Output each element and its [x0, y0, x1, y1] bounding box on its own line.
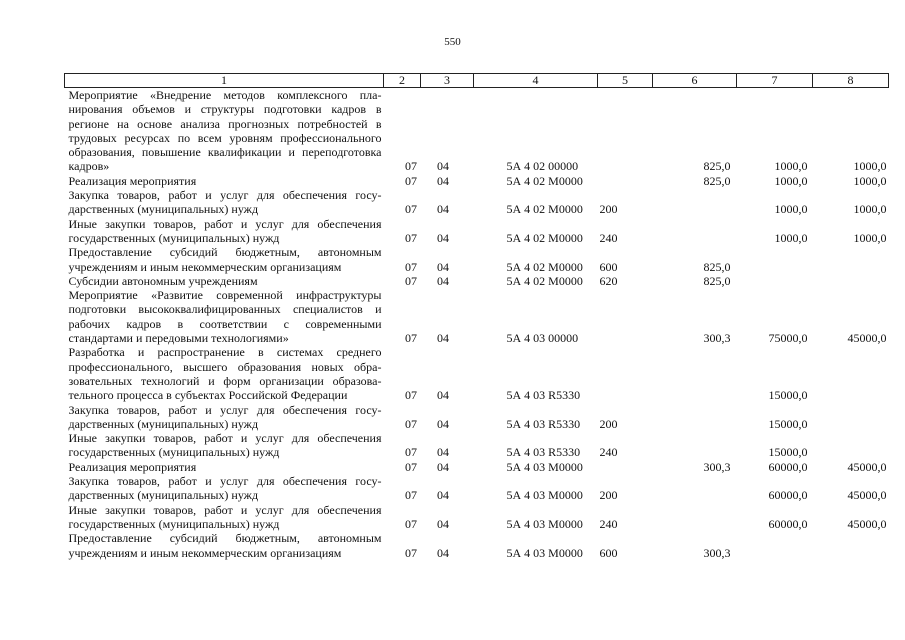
row-col7-value: 75000,0	[768, 331, 808, 346]
row-expense-type-cell: 200	[599, 416, 618, 431]
row-expense-type-cell: 240	[599, 445, 618, 460]
row-section-cell: 07	[405, 273, 417, 288]
row-subsection-cell: 04	[437, 331, 449, 346]
row-expense-type-cell: 200	[599, 488, 618, 503]
budget-table	[64, 73, 889, 560]
row-col8-value	[813, 345, 889, 402]
row-col6-value	[653, 345, 737, 402]
row-section-cell: 07	[405, 173, 417, 188]
row-name-cell: Закупка товаров, работ и услуг для обеспечения государственных (муниципальных) нужд	[68, 402, 382, 431]
row-subsection-cell: 04	[437, 259, 449, 274]
row-col7-value: 60000,0	[768, 459, 808, 474]
header-cell-8: 8	[813, 74, 889, 88]
row-subsection-cell: 04	[437, 488, 449, 503]
page-number: 550	[444, 36, 461, 48]
row-name-cell: Мероприятие «Внедрение методов комплексного планирования объемов и структуры подготовки кадров в регионе на основе анализа прогнозных потребностей в трудовых ресурсах по всем уровням профессионального образования, повышение квалификации и переподготовка кадров»	[68, 88, 382, 174]
row-expense-type-cell: 600	[599, 545, 618, 560]
row-col8-value	[813, 531, 889, 560]
table-row	[65, 503, 889, 532]
row-col8-value	[813, 403, 889, 432]
row-section-cell: 07	[405, 445, 417, 460]
row-subsection-cell: 04	[437, 230, 449, 245]
row-section-cell: 07	[405, 516, 417, 531]
row-target-article-cell: 5А 4 03 М0000	[506, 488, 583, 503]
row-col8-value: 45000,0	[847, 516, 887, 531]
row-expense-type-cell	[598, 460, 653, 474]
row-target-article-cell: 5А 4 03 М0000	[506, 545, 583, 560]
row-name-cell: Мероприятие «Развитие современной инфраструктуры подготовки высококвалифицированных специалистов и рабочих кадров в соответствии с современными стандартами и передовыми технологиями»	[68, 288, 382, 346]
table-row	[65, 217, 889, 246]
row-col8-value: 1000,0	[853, 173, 887, 188]
row-subsection-cell: 04	[437, 545, 449, 560]
row-col8-value: 45000,0	[847, 459, 887, 474]
row-subsection-cell: 04	[437, 173, 449, 188]
row-name-cell: Реализация мероприятия	[68, 459, 197, 474]
table-row	[65, 460, 889, 474]
row-col8-value: 1000,0	[853, 159, 887, 174]
table-body	[65, 88, 889, 560]
row-col8-value: 1000,0	[853, 202, 887, 217]
row-expense-type-cell	[598, 288, 653, 345]
row-col6-value	[653, 188, 737, 217]
header-cell-6: 6	[653, 74, 737, 88]
row-col6-value	[653, 431, 737, 460]
row-name-cell: Предоставление субсидий бюджетным, автономным учреждениям и иным некоммерческим организациям	[68, 531, 382, 560]
row-section-cell: 07	[405, 416, 417, 431]
row-expense-type-cell: 240	[599, 230, 618, 245]
row-col7-value	[737, 531, 813, 560]
row-col7-value	[737, 274, 813, 288]
row-name-cell: Закупка товаров, работ и услуг для обеспечения государственных (муниципальных) нужд	[68, 474, 382, 503]
row-col7-value: 1000,0	[774, 202, 808, 217]
row-target-article-cell: 5А 4 03 М0000	[506, 459, 583, 474]
row-target-article-cell: 5А 4 03 00000	[506, 331, 579, 346]
table-header	[65, 74, 889, 88]
row-name-cell: Субсидии автономным учреждениям	[68, 273, 258, 288]
row-target-article-cell: 5А 4 02 00000	[506, 159, 579, 174]
row-expense-type-cell	[598, 174, 653, 188]
header-cell-2: 2	[384, 74, 421, 88]
header-cell-3: 3	[421, 74, 474, 88]
row-section-cell: 07	[405, 259, 417, 274]
table-row	[65, 274, 889, 288]
row-target-article-cell: 5А 4 03 R5330	[506, 416, 581, 431]
table-row	[65, 174, 889, 188]
row-name-cell: Иные закупки товаров, работ и услуг для обеспечения государственных (муниципальных) нужд	[68, 431, 382, 460]
row-subsection-cell: 04	[437, 416, 449, 431]
row-col6-value: 300,3	[703, 545, 731, 560]
row-section-cell: 07	[405, 459, 417, 474]
row-col6-value	[653, 217, 737, 246]
row-col7-value: 15000,0	[768, 445, 808, 460]
row-name-cell: Иные закупки товаров, работ и услуг для обеспечения государственных (муниципальных) нужд	[68, 216, 382, 245]
row-expense-type-cell: 620	[599, 273, 618, 288]
row-name-cell: Реализация мероприятия	[68, 173, 197, 188]
header-cell-1: 1	[65, 74, 384, 88]
row-target-article-cell: 5А 4 03 R5330	[506, 445, 581, 460]
row-col6-value: 825,0	[703, 259, 731, 274]
row-col7-value: 1000,0	[774, 173, 808, 188]
table-row	[65, 288, 889, 345]
row-col6-value: 300,3	[703, 331, 731, 346]
row-subsection-cell: 04	[437, 273, 449, 288]
table-row	[65, 531, 889, 560]
row-col7-value: 1000,0	[774, 159, 808, 174]
row-col6-value: 825,0	[703, 273, 731, 288]
row-col6-value	[653, 403, 737, 432]
row-target-article-cell: 5А 4 02 М0000	[506, 230, 583, 245]
row-target-article-cell: 5А 4 03 М0000	[506, 516, 583, 531]
row-expense-type-cell: 600	[599, 259, 618, 274]
row-section-cell: 07	[405, 488, 417, 503]
row-col6-value	[653, 474, 737, 503]
header-cell-5: 5	[598, 74, 653, 88]
row-subsection-cell: 04	[437, 459, 449, 474]
row-col6-value: 825,0	[703, 159, 731, 174]
row-col6-value: 825,0	[703, 173, 731, 188]
row-target-article-cell: 5А 4 03 R5330	[506, 388, 581, 403]
row-section-cell: 07	[405, 159, 417, 174]
row-expense-type-cell	[598, 345, 653, 402]
header-cell-4: 4	[474, 74, 598, 88]
row-col8-value	[813, 245, 889, 274]
row-col8-value: 45000,0	[847, 488, 887, 503]
table-row	[65, 474, 889, 503]
row-expense-type-cell: 240	[599, 516, 618, 531]
table-row	[65, 245, 889, 274]
row-section-cell: 07	[405, 388, 417, 403]
row-name-cell: Разработка и распространение в системах среднего профессионального, высшего образования новых образовательных технологий и форм организации образовательного процесса в субъектах Российской Федерации	[68, 345, 382, 403]
row-name-cell: Предоставление субсидий бюджетным, автономным учреждениям и иным некоммерческим организациям	[68, 245, 382, 274]
row-col7-value: 15000,0	[768, 416, 808, 431]
header-cell-7: 7	[737, 74, 813, 88]
row-col8-value: 1000,0	[853, 230, 887, 245]
row-col8-value	[813, 431, 889, 460]
row-name-cell: Закупка товаров, работ и услуг для обеспечения государственных (муниципальных) нужд	[68, 188, 382, 217]
row-col7-value: 15000,0	[768, 388, 808, 403]
row-subsection-cell: 04	[437, 516, 449, 531]
table-row	[65, 403, 889, 432]
row-section-cell: 07	[405, 545, 417, 560]
row-col8-value	[813, 274, 889, 288]
row-col6-value	[653, 503, 737, 532]
row-expense-type-cell	[598, 88, 653, 174]
row-target-article-cell: 5А 4 02 М0000	[506, 173, 583, 188]
row-subsection-cell: 04	[437, 445, 449, 460]
row-section-cell: 07	[405, 202, 417, 217]
row-target-article-cell: 5А 4 02 М0000	[506, 202, 583, 217]
row-expense-type-cell: 200	[599, 202, 618, 217]
table-row	[65, 188, 889, 217]
table-row	[65, 88, 889, 174]
row-target-article-cell: 5А 4 02 М0000	[506, 259, 583, 274]
row-section-cell: 07	[405, 230, 417, 245]
row-subsection-cell: 04	[437, 388, 449, 403]
row-col7-value: 60000,0	[768, 488, 808, 503]
row-subsection-cell: 04	[437, 202, 449, 217]
table-row	[65, 345, 889, 402]
row-target-article-cell: 5А 4 02 М0000	[506, 273, 583, 288]
row-name-cell: Иные закупки товаров, работ и услуг для обеспечения государственных (муниципальных) нужд	[68, 502, 382, 531]
row-col8-value: 45000,0	[847, 331, 887, 346]
row-subsection-cell: 04	[437, 159, 449, 174]
row-col6-value: 300,3	[703, 459, 731, 474]
row-col7-value	[737, 245, 813, 274]
row-col7-value: 1000,0	[774, 230, 808, 245]
table-row	[65, 431, 889, 460]
row-col7-value: 60000,0	[768, 516, 808, 531]
row-section-cell: 07	[405, 331, 417, 346]
